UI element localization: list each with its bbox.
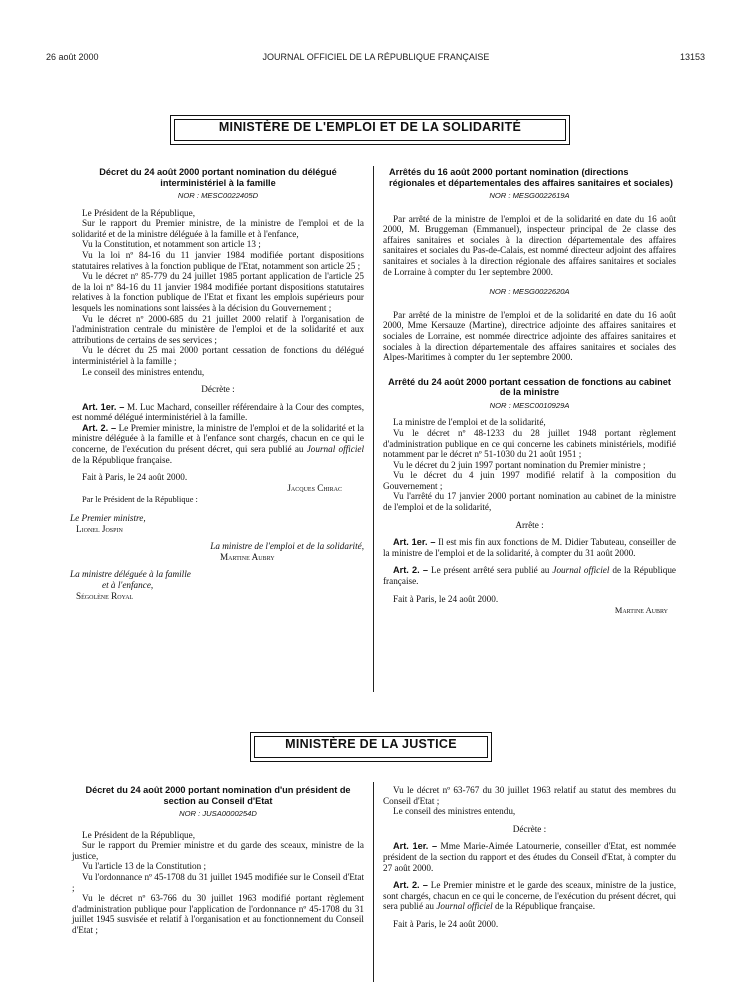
article-1: Art. 1er. – Mme Marie-Aimée Latournerie, conseiller d'Etat, est nommée président de la section du rapport et des études du Conseil d'Etat, à compter du 27 août 2000. [383, 841, 676, 873]
paragraph: Par arrêté de la ministre de l'emploi et de la solidarité en date du 16 août 2000, Mme Kersauze (Martine), directrice adjointe des affaires sanitaires et sociales de Lorraine, est nommée directrice adjointe des affaires sanitaires et sociales à la direction départementale des affaires sanitaires et sociales des Alpes-Maritimes à compter du 1er septembre 2000. [383, 309, 676, 363]
article-2: Art. 2. – Le Premier ministre, la ministre de l'emploi et de la solidarité et la ministre déléguée à la famille et à l'enfance sont chargés, chacun en ce qui le concerne, de l'exécution du présent décret, qui sera publié au Journal officiel de la République française. [72, 422, 365, 465]
decret-conseil-etat-suite [383, 785, 676, 930]
column-divider [373, 166, 374, 692]
paragraph: Vu le décret du 4 juin 1997 modifié relatif à la composition du Gouvernement ; [383, 470, 676, 491]
paragraph: Vu le décret du 25 mai 2000 portant cessation de fonctions du délégué interministériel à la famille ; [72, 345, 364, 366]
par-le-president: Par le Président de la République : [82, 495, 198, 505]
paragraph: Sur le rapport du Premier ministre et du garde des sceaux, ministre de la justice, [72, 840, 364, 861]
article-2: Art. 2. – Le présent arrêté sera publié au Journal officiel de la République française. [383, 565, 676, 587]
nor-reference: NOR : MESG0022619A [489, 191, 570, 200]
article-2: Art. 2. – Le Premier ministre et le garde des sceaux, ministre de la justice, sont chargés, chacun en ce qui le concerne, de l'exécution du présent décret, qui sera publié au Journal officiel de la République française. [383, 880, 677, 912]
decrete-label: Décrète : [201, 384, 235, 395]
signature-president: Jacques Chirac [287, 482, 342, 493]
paragraph: Vu le décret nº 63-767 du 30 juillet 1963 relatif au statut des membres du Conseil d'Etat ; [383, 785, 676, 806]
arretes-directions [383, 167, 676, 617]
decret-conseil-etat [72, 785, 364, 936]
paragraph: Vu la Constitution, et notamment son article 13 ; [82, 239, 261, 250]
fait-a-paris: Fait à Paris, le 24 août 2000. [82, 472, 188, 483]
paragraph: Le Président de la République, [82, 207, 196, 218]
premier-ministre-title: Le Premier ministre, [70, 513, 146, 524]
article-1: Art. 1er. – Il est mis fin aux fonctions de M. Didier Tabuteau, conseiller de la ministre de l'emploi et de la solidarité, à compter du 31 août 2000. [383, 537, 676, 558]
ministre-emploi-title: La ministre de l'emploi et de la solidarité, [210, 541, 364, 552]
nor-reference: NOR : MESC0010929A [489, 400, 570, 410]
paragraph: Le conseil des ministres entendu, [82, 366, 205, 377]
arretes-title: Arrêtés du 16 août 2000 portant nomination (directions régionales et départementales des affaires sanitaires et sociales) [389, 167, 673, 188]
header-date: 26 août 2000 [46, 52, 99, 62]
paragraph: La ministre de l'emploi et de la solidarité, [393, 417, 546, 428]
paragraph: Vu l'ordonnance nº 45-1708 du 31 juillet 1945 modifiée sur le Conseil d'Etat ; [72, 871, 364, 893]
nor-reference: NOR : JUSA0000254D [179, 809, 257, 818]
paragraph: Sur le rapport du Premier ministre, de la ministre de l'emploi et de la solidarité et de la ministre déléguée à la famille et à l'enfance, [72, 218, 364, 239]
paragraph: Vu le décret nº 63-766 du 30 juillet 1963 modifié portant règlement d'administration publique pour l'application de l'ordonnance nº 45-1708 du 31 juillet 1945 susvisée et relatif à l'organisation et au fonctionnement du Conseil d'Etat ; [72, 893, 364, 935]
paragraph: Vu l'article 13 de la Constitution ; [82, 861, 207, 872]
article-1: Art. 1er. – M. Luc Machard, conseiller référendaire à la Cour des comptes, est nommé délégué interministériel à la famille. [72, 401, 364, 423]
header-page-number: 13153 [679, 52, 705, 62]
paragraph: Le Président de la République, [82, 829, 196, 840]
decrete-label: Décrète : [512, 823, 547, 834]
paragraph: Vu la loi nº 84-16 du 11 janvier 1984 modifiée portant dispositions statutaires relatives à la fonction publique de l'Etat, notamment son article 25 ; [72, 249, 364, 271]
paragraph: Vu le décret nº 85-779 du 24 juillet 1985 portant application de l'article 25 de la loi nº 84-16 du 11 janvier 1984 modifiée portant dispositions statutaires relatives à la fonction publique de l'Etat et fixant les emplois supérieurs pour lesquels les nominations sont laissées à la décision du Gouvernement ; [72, 271, 364, 313]
ministre-deleguee-name: Ségolène Royal [76, 590, 134, 601]
decret-famille [72, 167, 364, 601]
decree-title: Décret du 24 août 2000 portant nomination du délégué interministériel à la famille [99, 167, 337, 188]
section-title-text: MINISTÈRE DE LA JUSTICE [285, 737, 457, 751]
section-title-emploi [170, 115, 570, 145]
paragraph: Vu le décret nº 2000-685 du 21 juillet 2000 relatif à l'organisation de l'administration centrale du ministère de l'emploi et de la solidarité et aux attributions de certains de ses services ; [72, 313, 364, 345]
fait-a-paris: Fait à Paris, le 24 août 2000. [393, 593, 499, 604]
nor-reference: NOR : MESC0022405D [177, 191, 259, 200]
paragraph: Vu l'arrêté du 17 janvier 2000 portant nomination au cabinet de la ministre de l'emploi et de la solidarité, [383, 491, 676, 513]
paragraph: Le conseil des ministres entendu, [393, 806, 516, 817]
header-journal: JOURNAL OFFICIEL DE LA RÉPUBLIQUE FRANÇAISE [262, 52, 490, 62]
paragraph: Par arrêté de la ministre de l'emploi et de la solidarité en date du 16 août 2000, M. Bruggeman (Emmanuel), inspecteur principal de 2e classe des affaires sanitaires et sociales à la direction départementale des affaires sanitaires et sociales du Pas-de-Calais, est nommé directeur adjoint des affaires sanitaires et sociales à la direction régionale des affaires sanitaires et sociales de Lorraine à compter du 1er septembre 2000. [383, 213, 676, 277]
arrete-cessation-title: Arrêté du 24 août 2000 portant cessation de fonctions au cabinet de la ministre [388, 376, 671, 398]
fait-a-paris: Fait à Paris, le 24 août 2000. [393, 918, 499, 929]
column-divider [373, 782, 374, 982]
ministre-emploi-name: Martine Aubry [220, 551, 275, 562]
ministre-deleguee-title-1: La ministre déléguée à la famille [70, 569, 191, 580]
paragraph: Vu le décret nº 48-1233 du 28 juillet 1948 portant règlement d'administration publique en ce qui concerne les cabinets ministériels, modifié notamment par le décret nº 51-1030 du 21 août 1951 ; [383, 427, 676, 460]
nor-reference: NOR : MESG0022620A [489, 287, 570, 297]
ministre-deleguee-title-2: et à l'enfance, [102, 580, 154, 590]
decree-title: Décret du 24 août 2000 portant nomination d'un président de section au Conseil d'Etat [85, 785, 351, 806]
arrete-label: Arrête : [515, 519, 544, 530]
section-title-text: MINISTÈRE DE L'EMPLOI ET DE LA SOLIDARITÉ [218, 120, 522, 134]
paragraph: Vu le décret du 2 juin 1997 portant nomination du Premier ministre ; [393, 459, 646, 470]
signature-ministre: Martine Aubry [614, 606, 668, 616]
section-title-justice [250, 732, 492, 762]
premier-ministre-name: Lionel Jospin [76, 523, 123, 534]
